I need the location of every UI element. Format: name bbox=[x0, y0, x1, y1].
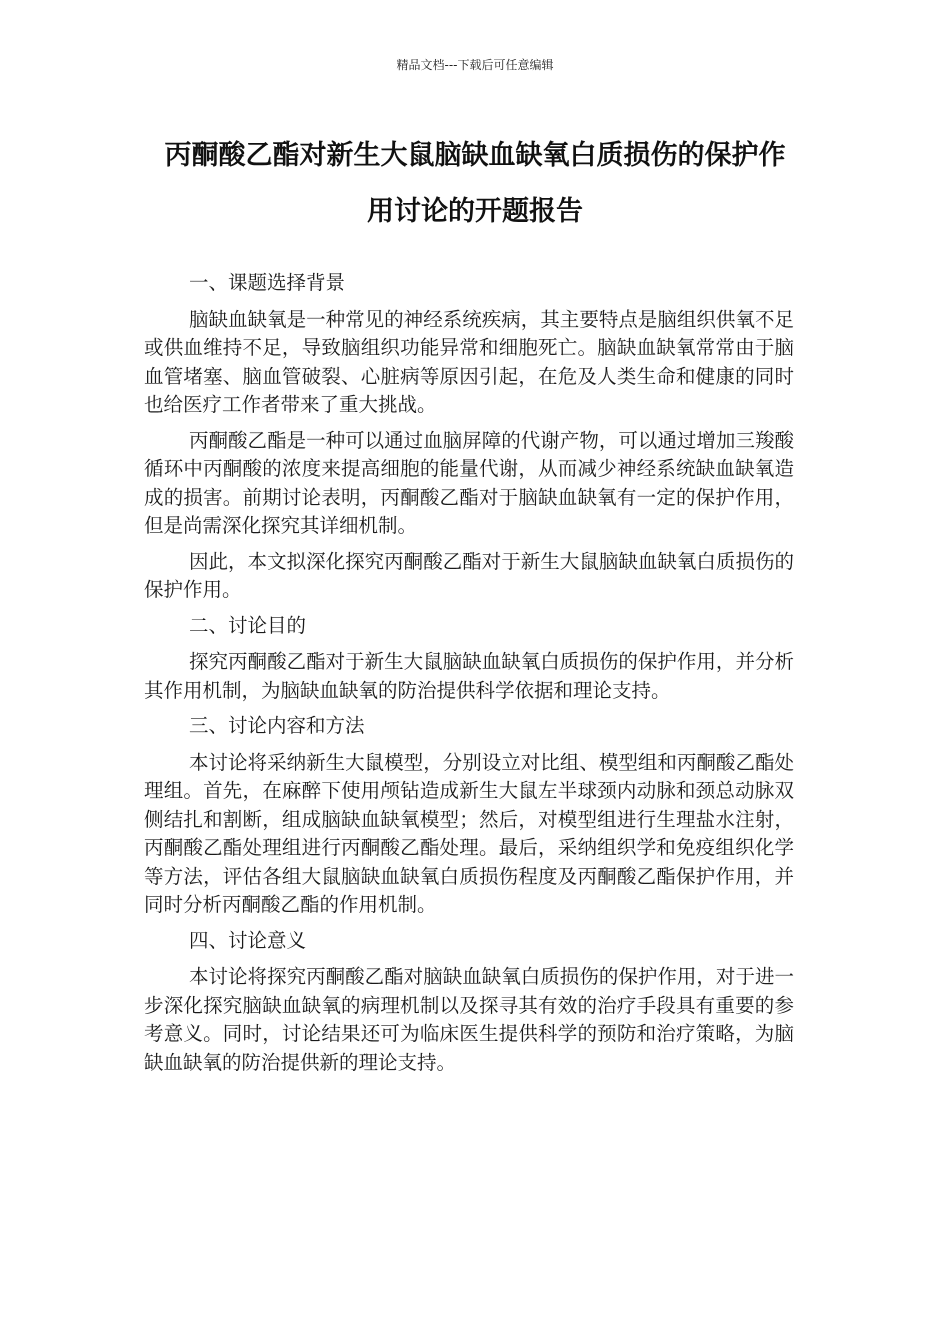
section-heading: 二、讨论目的 bbox=[189, 613, 307, 637]
paragraph: 丙酮酸乙酯是一种可以通过血脑屏障的代谢产物，可以通过增加三羧酸循环中丙酮酸的浓度来提高细胞的能量代谢，从而减少神经系统缺血缺氧造成的损害。前期讨论表明，丙酮酸乙酯对于脑缺血缺氧有一定的保护作用，但是尚需深化探究其详细机制。 bbox=[144, 428, 794, 537]
document-body bbox=[144, 269, 794, 1084]
paragraph: 探究丙酮酸乙酯对于新生大鼠脑缺血缺氧白质损伤的保护作用，并分析其作用机制，为脑缺血缺氧的防治提供科学依据和理论支持。 bbox=[144, 650, 794, 702]
paragraph: 脑缺血缺氧是一种常见的神经系统疾病，其主要特点是脑组织供氧不足或供血维持不足，导致脑组织功能异常和细胞死亡。脑缺血缺氧常常由于脑血管堵塞、脑血管破裂、心脏病等原因引起，在危及人类生命和健康的同时也给医疗工作者带来了重大挑战。 bbox=[144, 307, 794, 416]
section-methods bbox=[144, 712, 794, 920]
section-significance bbox=[144, 927, 794, 1078]
section-heading: 一、课题选择背景 bbox=[189, 271, 346, 294]
section-heading: 三、讨论内容和方法 bbox=[189, 714, 365, 737]
paragraph: 本讨论将采纳新生大鼠模型，分别设立对比组、模型组和丙酮酸乙酯处理组。首先，在麻醉下使用颅钻造成新生大鼠左半球颈内动脉和颈总动脉双侧结扎和割断，组成脑缺血缺氧模型；然后，对模型组进行生理盐水注射，丙酮酸乙酯处理组进行丙酮酸乙酯处理。最后，采纳组织学和免疫组织化学等方法，评估各组大鼠脑缺血缺氧白质损伤程度及丙酮酸乙酯保护作用，并同时分析丙酮酸乙酯的作用机制。 bbox=[144, 750, 794, 916]
title-line-2: 用讨论的开题报告 bbox=[367, 196, 583, 227]
paragraph: 因此，本文拟深化探究丙酮酸乙酯对于新生大鼠脑缺血缺氧白质损伤的保护作用。 bbox=[144, 549, 794, 601]
section-background bbox=[144, 269, 794, 605]
section-purpose bbox=[144, 612, 794, 706]
document-title bbox=[140, 128, 810, 240]
header-note: 精品文档---下载后可任意编辑 bbox=[396, 58, 554, 72]
section-heading: 四、讨论意义 bbox=[189, 928, 307, 952]
title-line-1: 丙酮酸乙酯对新生大鼠脑缺血缺氧白质损伤的保护作 bbox=[164, 140, 786, 171]
paragraph: 本讨论将探究丙酮酸乙酯对脑缺血缺氧白质损伤的保护作用，对于进一步深化探究脑缺血缺氧的病理机制以及探寻其有效的治疗手段具有重要的参考意义。同时，讨论结果还可为临床医生提供科学的预防和治疗策略，为脑缺血缺氧的防治提供新的理论支持。 bbox=[144, 965, 794, 1074]
